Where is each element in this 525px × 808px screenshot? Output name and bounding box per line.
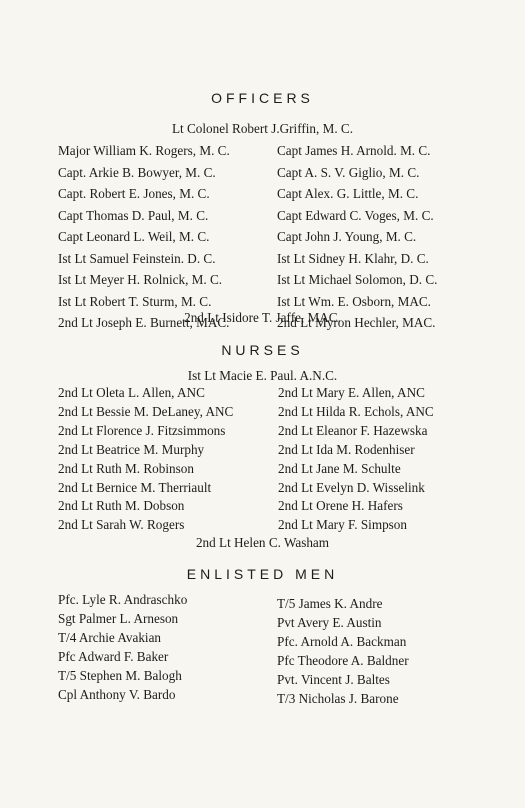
officers-footer: 2nd Lt Isidore T. Jaffe, MAC. xyxy=(184,310,341,325)
enlisted-name: T/3 Nicholas J. Barone xyxy=(277,691,399,706)
nurse-name: 2nd Lt Ida M. Rodenhiser xyxy=(278,441,415,457)
enlisted-name: Cpl Anthony V. Bardo xyxy=(58,687,176,702)
officers-commander: Lt Colonel Robert J.Griffin, M. C. xyxy=(171,121,354,136)
enlisted-name: Pfc Adward F. Baker xyxy=(58,649,169,664)
nurses-footer: 2nd Lt Helen C. Washam xyxy=(195,535,330,550)
officer-name: Major William K. Rogers, M. C. xyxy=(58,143,230,158)
nurse-name: 2nd Lt Bessie M. DeLaney, ANC xyxy=(58,403,234,419)
officer-name: Capt Alex. G. Little, M. C. xyxy=(277,186,419,201)
enlisted-name: Pvt Avery E. Austin xyxy=(277,615,382,630)
officer-name: Capt Thomas D. Paul, M. C. xyxy=(58,207,209,223)
nurse-name: 2nd Lt Evelyn D. Wisselink xyxy=(278,479,425,495)
enlisted-name: Pfc. Lyle R. Andraschko xyxy=(58,592,188,607)
nurse-name: 2nd Lt Ruth M. Dobson xyxy=(58,498,185,514)
enlisted-name: T/5 Stephen M. Balogh xyxy=(58,668,182,683)
officer-name: Ist Lt Meyer H. Rolnick, M. C. xyxy=(58,272,223,287)
enlisted-name: T/5 James K. Andre xyxy=(277,596,383,611)
officers-right-column xyxy=(277,140,437,334)
enlisted-left-column xyxy=(58,590,187,704)
nurse-name: 2nd Lt Orene H. Hafers xyxy=(278,498,403,514)
nurses-chief: Ist Lt Macie E. Paul. A.N.C. xyxy=(187,368,338,383)
officer-name: Capt. Robert E. Jones, M. C. xyxy=(58,186,210,201)
officer-name: Capt Edward C. Voges, M. C. xyxy=(277,207,434,223)
nurse-name: 2nd Lt Ruth M. Robinson xyxy=(58,460,194,476)
officer-name: Ist Lt Sidney H. Klahr, D. C. xyxy=(277,250,429,266)
officer-name: Capt A. S. V. Giglio, M. C. xyxy=(277,164,420,180)
nurse-name: 2nd Lt Beatrice M. Murphy xyxy=(58,441,205,457)
nurse-name: 2nd Lt Sarah W. Rogers xyxy=(58,517,185,533)
officer-name: Capt James H. Arnold. M. C. xyxy=(277,143,431,158)
officer-name: Ist Lt Michael Solomon, D. C. xyxy=(277,272,438,287)
officer-name: Capt. Arkie B. Bowyer, M. C. xyxy=(58,164,216,180)
nurse-name: 2nd Lt Bernice M. Therriault xyxy=(58,479,212,495)
nurse-name: 2nd Lt Eleanor F. Hazewska xyxy=(278,422,428,438)
nurses-left-column xyxy=(58,384,233,535)
officer-name: 2nd Lt Joseph E. Burnett, MAC. xyxy=(58,315,230,330)
nurse-name: 2nd Lt Mary F. Simpson xyxy=(278,517,407,533)
nurses-right-column xyxy=(278,384,434,535)
officer-name: Ist Lt Samuel Feinstein. D. C. xyxy=(58,250,216,266)
officer-name: Ist Lt Wm. E. Osborn, MAC. xyxy=(277,293,431,309)
enlisted-name: Pfc. Arnold A. Backman xyxy=(277,634,407,649)
nurse-name: 2nd Lt Oleta L. Allen, ANC xyxy=(58,385,205,400)
enlisted-name: Pvt. Vincent J. Baltes xyxy=(277,672,390,687)
officer-name: 2nd Lt Myron Hechler, MAC. xyxy=(277,315,436,330)
enlisted-name: Pfc Theodore A. Baldner xyxy=(277,653,409,668)
enlisted-right-column xyxy=(277,594,409,708)
enlisted-name: Sgt Palmer L. Arneson xyxy=(58,611,179,626)
nurse-name: 2nd Lt Mary E. Allen, ANC xyxy=(278,385,425,400)
nurse-name: 2nd Lt Hilda R. Echols, ANC xyxy=(278,403,434,419)
officer-name: Capt John J. Young, M. C. xyxy=(277,229,417,244)
nurses-heading: NURSES xyxy=(221,342,304,358)
nurse-name: 2nd Lt Florence J. Fitzsimmons xyxy=(58,422,226,438)
enlisted-name: T/4 Archie Avakian xyxy=(58,630,162,645)
enlisted-heading: ENLISTED MEN xyxy=(186,566,339,582)
officer-name: Capt Leonard L. Weil, M. C. xyxy=(58,229,210,244)
officers-left-column xyxy=(58,140,230,334)
nurse-name: 2nd Lt Jane M. Schulte xyxy=(278,460,401,476)
officer-name: Ist Lt Robert T. Sturm, M. C. xyxy=(58,293,212,309)
officers-heading: OFFICERS xyxy=(211,90,314,106)
